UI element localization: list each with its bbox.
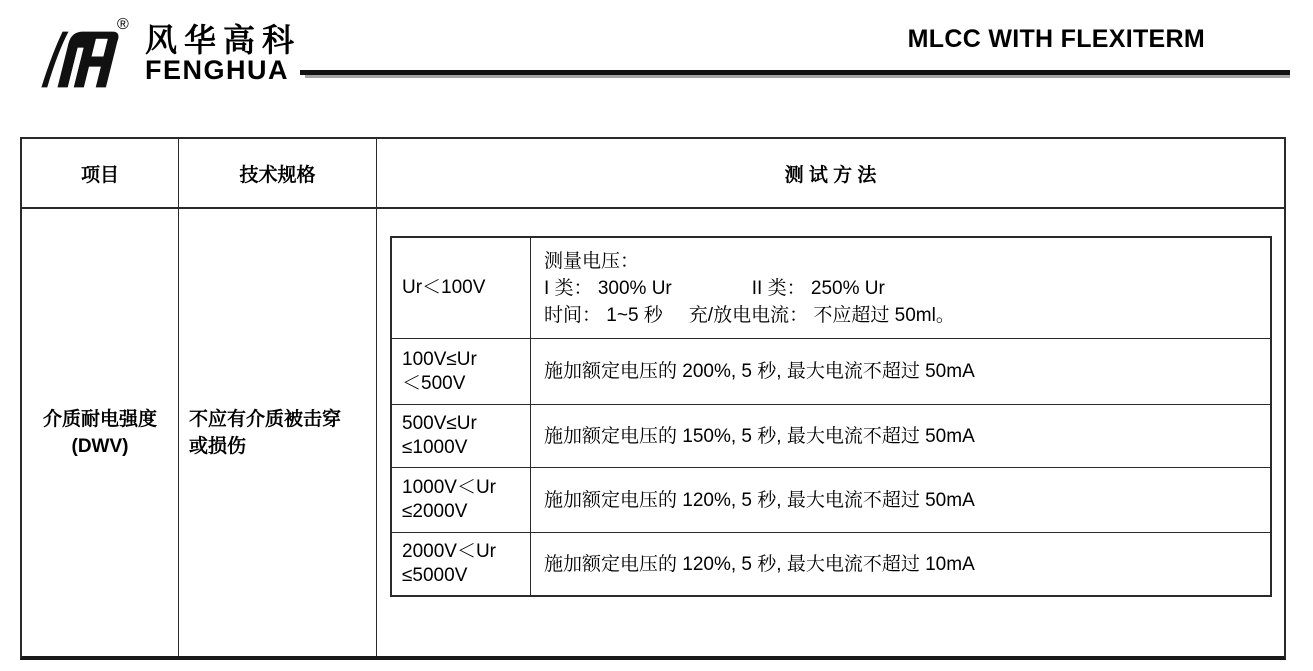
method-desc: 施加额定电压的 120%, 5 秒, 最大电流不超过 10mA [544,553,975,575]
charge-discharge-current: 充/放电电流： 不应超过 50ml。 [688,304,955,326]
spec-table [20,137,1286,660]
item-abbreviation: (DWV) [71,435,129,457]
method-desc-cell [531,533,1270,595]
item-cell [22,209,179,656]
brand-name-chinese: 风华高科 [145,22,302,58]
header-rule [300,70,1290,78]
voltage-range-line2: ≤5000V [402,565,468,586]
method-desc-cell [531,238,1270,338]
method-row-4 [392,468,1270,533]
method-row-3 [392,405,1270,468]
voltage-range-line1: 2000V＜Ur [402,541,496,562]
voltage-range-line1: 100V≤Ur [402,348,477,370]
column-header-spec: 技术规格 [179,139,377,209]
method-table [390,236,1272,597]
column-header-item: 项目 [22,139,179,209]
spec-cell [179,209,377,656]
voltage-range-cell [392,238,531,338]
method-row-2 [392,339,1270,405]
method-row-1 [392,238,1270,339]
voltage-range-cell [392,533,531,595]
voltage-range-line2: ＜500V [402,372,466,394]
method-desc-line [544,275,1270,302]
spec-text-line2: 或损伤 [189,435,247,457]
class2-voltage: II 类： 250% Ur [751,277,885,299]
voltage-range-line1: 500V≤Ur [402,413,477,434]
voltage-range: Ur＜100V [402,277,486,298]
voltage-range-line2: ≤2000V [402,501,468,522]
method-desc-cell [531,405,1270,467]
method-desc-line [544,248,1270,275]
method-desc-cell [531,339,1270,404]
method-desc-line [544,302,1270,329]
test-time: 时间： 1~5 秒 [544,304,663,326]
voltage-range-line1: 1000V＜Ur [402,477,496,498]
voltage-range-cell [392,339,531,404]
class1-voltage: I 类： 300% Ur [544,277,672,299]
registered-trademark-symbol: ® [117,16,129,33]
column-header-method: 测 试 方 法 [377,139,1284,209]
item-name: 介质耐电强度 [42,408,157,430]
method-row-5 [392,533,1270,595]
brand-block [145,22,302,85]
voltage-range-cell [392,468,531,532]
method-desc: 施加额定电压的 150%, 5 秒, 最大电流不超过 50mA [544,425,975,447]
method-cell [377,209,1284,656]
voltage-range-line2: ≤1000V [402,437,468,458]
document-title: MLCC WITH FLEXITERM [907,25,1205,53]
spec-text-line1: 不应有介质被击穿 [189,408,342,430]
method-desc-cell [531,468,1270,532]
method-desc: 施加额定电压的 120%, 5 秒, 最大电流不超过 50mA [544,489,975,511]
measure-voltage-label: 测量电压： [544,250,640,272]
header-rule-gray-line [305,75,1290,78]
voltage-range-cell [392,405,531,467]
fenghua-logo-icon [34,26,122,90]
method-desc: 施加额定电压的 200%, 5 秒, 最大电流不超过 50mA [544,361,975,382]
brand-name-english: FENGHUA [145,55,289,85]
